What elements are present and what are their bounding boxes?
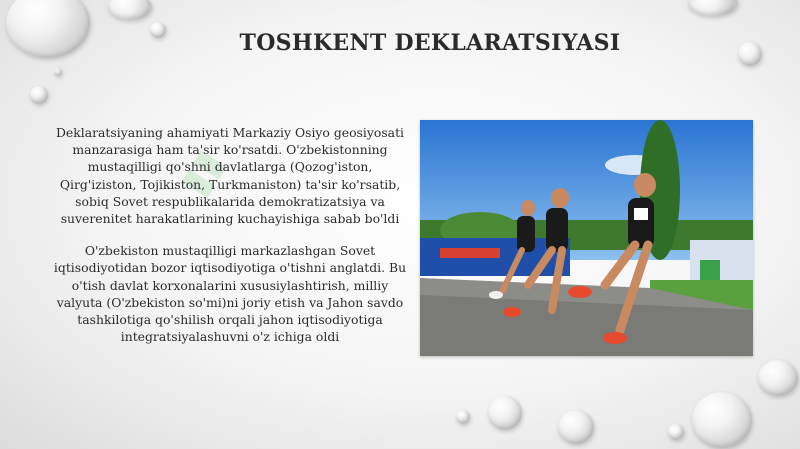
water-drop-decoration xyxy=(668,424,684,440)
water-drop-decoration xyxy=(30,86,48,104)
water-drop-decoration xyxy=(150,22,166,38)
water-drop-decoration xyxy=(738,42,762,66)
paragraph-1: Deklaratsiyaning ahamiyati Markaziy Osiyo geosiyosati manzarasiga ham ta'sir ko'rsatdi. O'zbekistonning mustaqilligi qo'shni davlatlarga (Qozog'iston, Qirg'iziston, Tojikiston, Turkmaniston) ta'sir ko'rsatib, sobiq Sovet respublikalarida demokratizatsiya va suverenitet harakatlarining kuchayishiga sabab bo'ldi xyxy=(55,125,405,227)
water-drop-decoration xyxy=(758,360,798,396)
watermark-shape: ▮▮ xyxy=(170,142,234,204)
runners-photo-icon xyxy=(420,120,753,356)
water-drop-decoration xyxy=(692,392,752,448)
slide-body xyxy=(52,124,408,360)
paragraph-2: O'zbekiston mustaqilligi markazlashgan Sovet iqtisodiyotidan bozor iqtisodiyotiga o'tishni anglatdi. Bu o'tish davlat korxonalarini xususiylashtirish, milliy valyuta (O'zbekiston so'mi)ni joriy etish va Jahon savdo tashkilotiga qo'shilish orqali jahon iqtisodiyotiga integratsiyalashuvni o'z ichiga oldi xyxy=(53,243,407,345)
water-drop-decoration xyxy=(688,0,738,16)
water-drop-decoration xyxy=(54,68,62,76)
slide-title: TOSHKENT DEKLARATSIYASI xyxy=(239,30,621,56)
water-drop-decoration xyxy=(6,0,90,58)
runners-photo xyxy=(420,120,753,356)
water-drop-decoration xyxy=(558,410,594,444)
water-drop-decoration xyxy=(456,410,470,424)
water-drop-decoration xyxy=(108,0,152,20)
water-drop-decoration xyxy=(488,396,522,430)
